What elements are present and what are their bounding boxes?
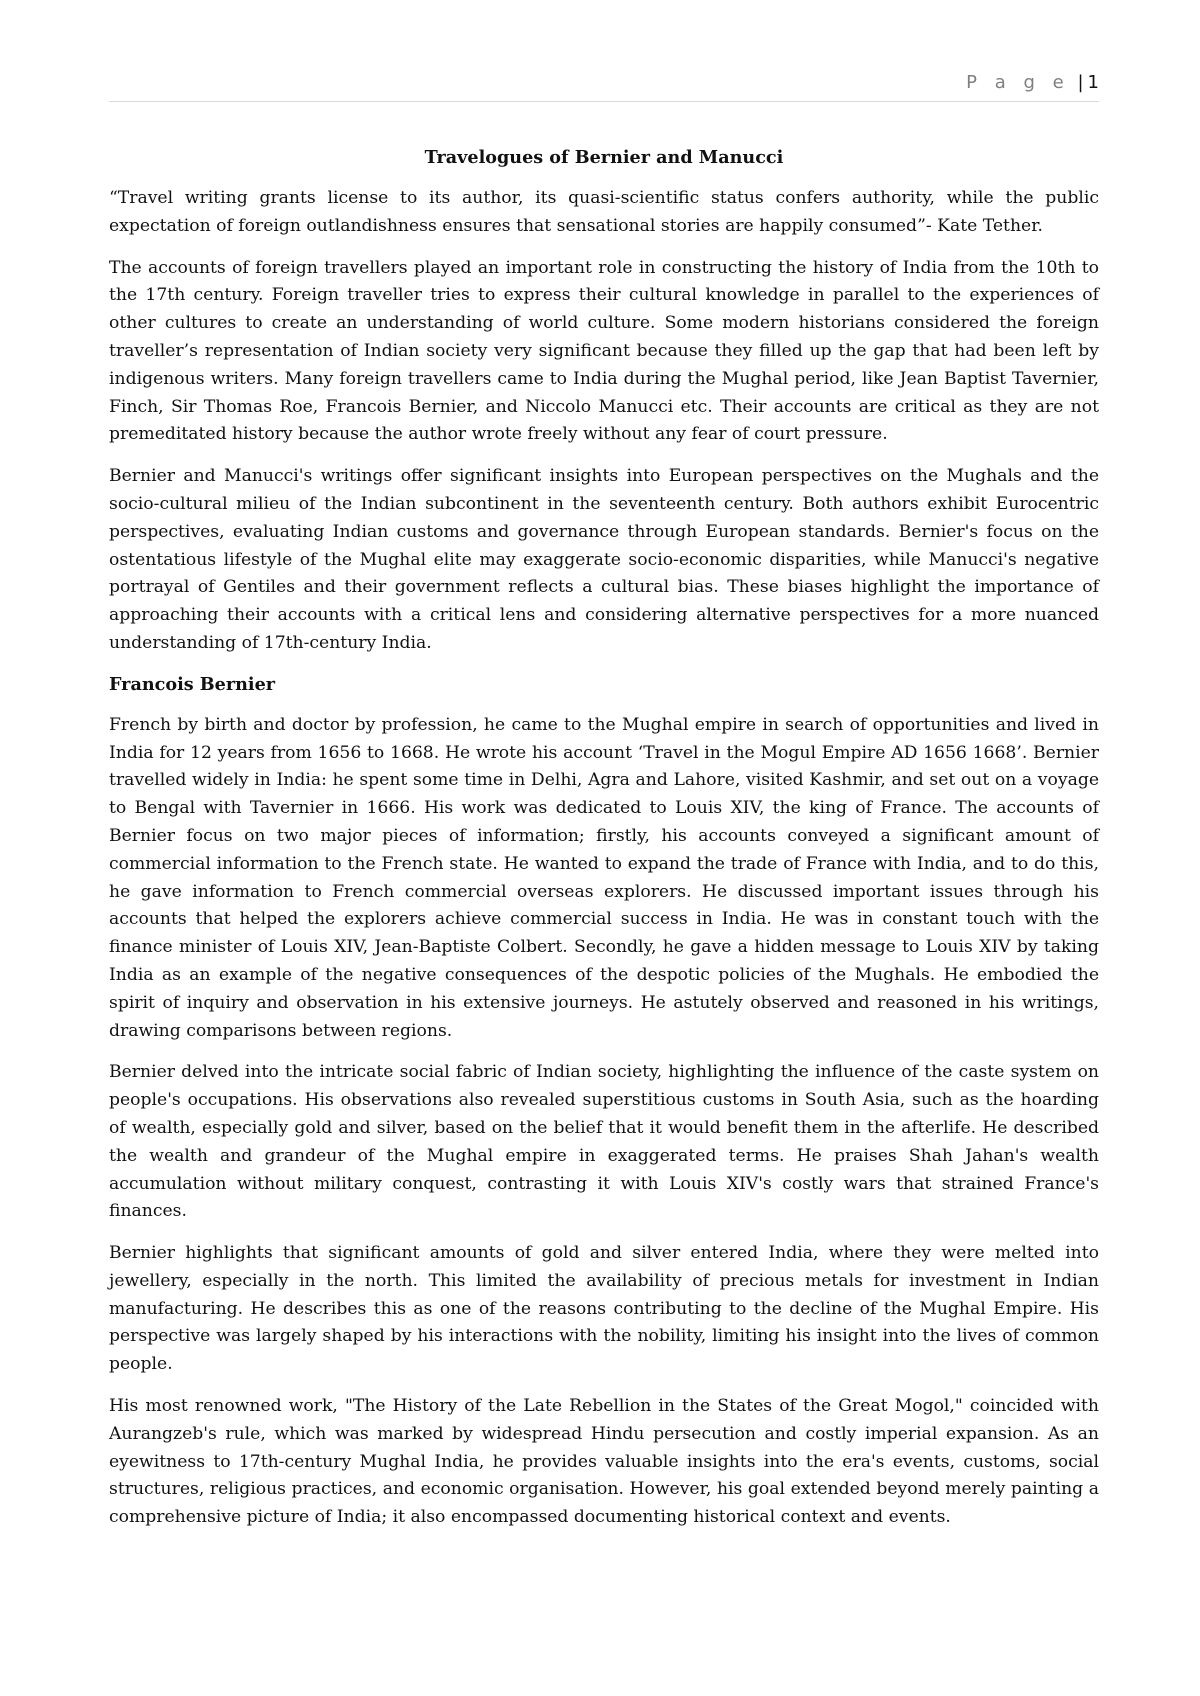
page-number-indicator — [966, 72, 1099, 94]
body-paragraph: French by birth and doctor by profession, he came to the Mughal empire in search of opportunities and lived in India for 12 years from 1656 to 1668. He wrote his account ‘Travel in the Mogul Empire AD 1656 1668’. Bernier travelled widely in India: he spent some time in Delhi, Agra and Lahore, visited Kashmir, and set out on a voyage to Bengal with Tavernier in 1666. His work was dedicated to Louis XIV, the king of France. The accounts of Bernier focus on two major pieces of information; firstly, his accounts conveyed a significant amount of commercial information to the French state. He wanted to expand the trade of France with India, and to do this, he gave information to French commercial overseas explorers. He discussed important issues through his accounts that helped the explorers achieve commercial success in India. He was in constant touch with the finance minister of Louis XIV, Jean-Baptiste Colbert. Secondly, he gave a hidden message to Louis XIV by taking India as an example of the negative consequences of the despotic policies of the Mughals. He embodied the spirit of inquiry and observation in his extensive journeys. He astutely observed and reasoned in his writings, drawing comparisons between regions. — [109, 714, 1099, 1041]
body-paragraph: The accounts of foreign travellers played an important role in constructing the history of India from the 10th to the 17th century. Foreign traveller tries to express their cultural knowledge in parallel to the experiences of other cultures to create an understanding of world culture. Some modern historians considered the foreign traveller’s representation of Indian society very significant because they filled up the gap that had been left by indigenous writers. Many foreign travellers came to India during the Mughal period, like Jean Baptist Tavernier, Finch, Sir Thomas Roe, Francois Bernier, and Niccolo Manucci etc. Their accounts are critical as they are not premeditated history because the author wrote freely without any fear of court pressure. — [109, 257, 1099, 445]
body-paragraph: Bernier delved into the intricate social fabric of Indian society, highlighting the influence of the caste system on people's occupations. His observations also revealed superstitious customs in South Asia, such as the hoarding of wealth, especially gold and silver, based on the belief that it would benefit them in the afterlife. He described the wealth and grandeur of the Mughal empire in exaggerated terms. He praises Shah Jahan's wealth accumulation without military conquest, contrasting it with Louis XIV's costly wars that strained France's finances. — [109, 1062, 1099, 1222]
section-heading: Francois Bernier — [109, 673, 276, 695]
body-paragraph: Bernier highlights that significant amounts of gold and silver entered India, where they were melted into jewellery, especially in the north. This limited the availability of precious metals for investment in Indian manufacturing. He describes this as one of the reasons contributing to the decline of the Mughal Empire. His perspective was largely shaped by his interactions with the nobility, limiting his insight into the lives of common people. — [109, 1243, 1099, 1375]
body-paragraph: His most renowned work, "The History of the Late Rebellion in the States of the Great Mogol," coincided with Aurangzeb's rule, which was marked by widespread Hindu persecution and costly imperial expansion. As an eyewitness to 17th-century Mughal India, he provides valuable insights into the era's events, customs, social structures, religious practices, and economic organisation. However, his goal extended beyond merely painting a comprehensive picture of India; it also encompassed documenting historical context and events. — [109, 1396, 1099, 1528]
epigraph-paragraph: “Travel writing grants license to its author, its quasi-scientific status confers authority, while the public expectation of foreign outlandishness ensures that sensational stories are happily consumed”- Kate Tether. — [109, 188, 1099, 236]
page-separator: | — [1077, 72, 1084, 93]
page-header — [109, 72, 1099, 102]
body-paragraph: Bernier and Manucci's writings offer significant insights into European perspectives on the Mughals and the socio-cultural milieu of the Indian subcontinent in the seventeenth century. Both authors exhibit Eurocentric perspectives, evaluating Indian customs and governance through European standards. Bernier's focus on the ostentatious lifestyle of the Mughal elite may exaggerate socio-economic disparities, while Manucci's negative portrayal of Gentiles and their government reflects a cultural bias. These biases highlight the importance of approaching their accounts with a critical lens and considering alternative perspectives for a more nuanced understanding of 17th-century India. — [109, 466, 1099, 653]
document-body — [109, 145, 1099, 1546]
document-title: Travelogues of Bernier and Manucci — [424, 147, 784, 168]
page-number: 1 — [1087, 72, 1099, 93]
page-label: P a g e — [966, 72, 1070, 93]
